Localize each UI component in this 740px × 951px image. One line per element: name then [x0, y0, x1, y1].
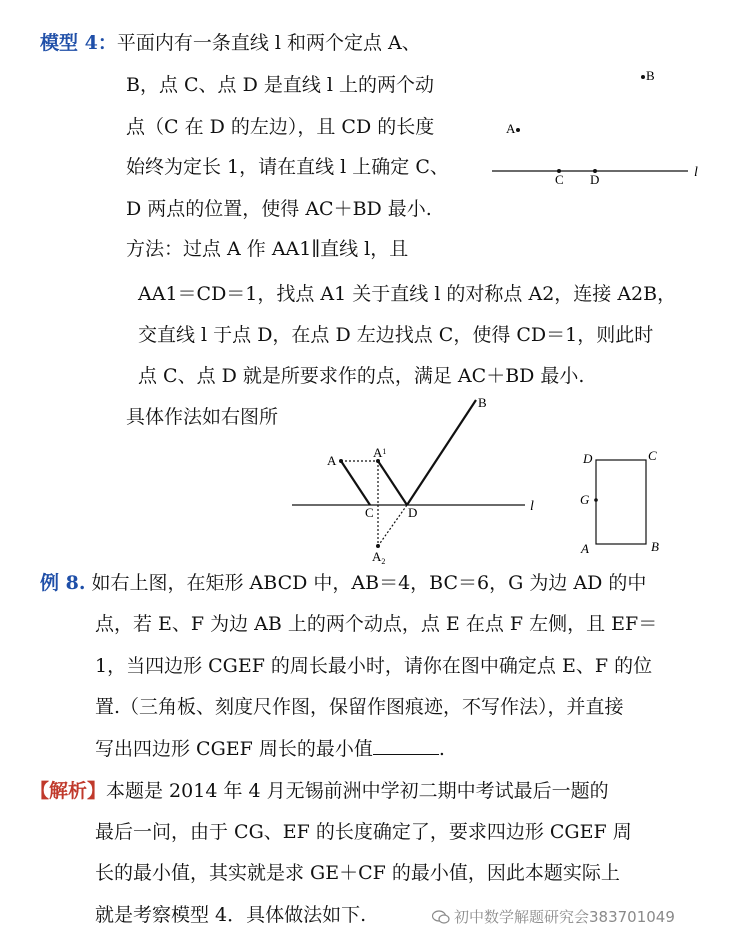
- model4-line-5: D 两点的位置，使得 AC＋BD 最小.: [126, 198, 432, 220]
- point-a2-bottom: [376, 544, 380, 548]
- wechat-icon: [432, 910, 450, 924]
- analysis-line-1: [30, 778, 609, 804]
- label-a: A: [506, 121, 516, 136]
- figure-construction: [290, 390, 550, 570]
- label-d3: D: [583, 451, 593, 466]
- figure-model4: [488, 60, 718, 195]
- label-l2: l: [530, 499, 534, 514]
- segment-d-b: [407, 400, 476, 505]
- point-g: [594, 498, 598, 502]
- label-c2: C: [365, 505, 374, 520]
- label-l: l: [694, 165, 698, 180]
- example8-line-1: [40, 570, 646, 596]
- point-a2-dot: [339, 459, 343, 463]
- example8-period: .: [438, 738, 445, 760]
- model4-line-2: B，点 C、点 D 是直线 l 上的两个动: [126, 74, 435, 96]
- model4-label: 模型 4：: [40, 32, 117, 54]
- watermark: [432, 906, 675, 927]
- analysis-text-1: 本题是 2014 年 4 月无锡前洲中学初二期中考试最后一题的: [106, 780, 609, 802]
- method-line-2: AA1＝CD＝1，找点 A1 关于直线 l 的对称点 A2，连接 A2B，: [138, 283, 677, 305]
- model4-line-4: 始终为定长 1，请在直线 l 上确定 C、: [126, 156, 449, 178]
- analysis-line-4: 就是考察模型 4．具体做法如下.: [95, 904, 367, 926]
- label-c3: C: [648, 448, 657, 463]
- segment-a-c: [341, 461, 370, 505]
- analysis-label: 【解析】: [30, 780, 107, 802]
- model4-line-3: 点（C 在 D 的左边），且 CD 的长度: [126, 116, 435, 138]
- method-line-3: 交直线 l 于点 D，在点 D 左边找点 C，使得 CD＝1，则此时: [138, 324, 654, 346]
- label-a1: $A^1$: [373, 445, 387, 460]
- point-b: [641, 75, 645, 79]
- answer-blank: [373, 736, 439, 755]
- rectangle-abcd: [596, 460, 646, 544]
- model4-text-1: 平面内有一条直线 l 和两个定点 A、: [116, 32, 421, 54]
- label-b3: B: [651, 539, 659, 554]
- method-line-1: 方法：过点 A 作 AA1∥直线 l，且: [126, 238, 409, 260]
- label-b2: B: [478, 395, 487, 410]
- label-b: B: [646, 68, 655, 83]
- example8-line-5: [95, 736, 445, 762]
- analysis-line-3: 长的最小值，其实就是求 GE＋CF 的最小值，因此本题实际上: [95, 862, 620, 884]
- label-a2: A: [327, 453, 337, 468]
- watermark-text: 初中数学解题研究会383701049: [454, 908, 675, 926]
- model4-line-1: [40, 30, 421, 56]
- point-a: [516, 128, 520, 132]
- example8-label: 例 8.: [40, 572, 86, 594]
- example8-text-1: 如右上图，在矩形 ABCD 中，AB＝4，BC＝6，G 为边 AD 的中: [91, 572, 647, 594]
- method-line-4: 点 C、点 D 就是所要求作的点，满足 AC＋BD 最小.: [138, 365, 585, 387]
- segment-a2-d: [378, 505, 407, 546]
- label-g3: G: [580, 492, 590, 507]
- example8-line-4: 置.（三角板、刻度尺作图，保留作图痕迹，不写作法），并直接: [95, 696, 624, 718]
- label-d2: D: [408, 505, 418, 520]
- label-d: D: [590, 172, 600, 187]
- example8-line-3: 1，当四边形 CGEF 的周长最小时，请你在图中确定点 E、F 的位: [95, 655, 653, 677]
- label-c: C: [555, 172, 564, 187]
- segment-a1-d: [378, 461, 407, 505]
- label-a-2: $A_2$: [372, 549, 386, 566]
- figure-rectangle: [575, 445, 675, 560]
- example8-text-5: 写出四边形 CGEF 周长的最小值: [95, 738, 373, 760]
- example8-line-2: 点，若 E、F 为边 AB 上的两个动点，点 E 在点 F 左侧，且 EF＝: [95, 613, 658, 635]
- analysis-line-2: 最后一问，由于 CG、EF 的长度确定了，要求四边形 CGEF 周: [95, 821, 632, 843]
- method-line-5: 具体作法如右图所: [126, 406, 279, 428]
- label-a3: A: [581, 541, 589, 556]
